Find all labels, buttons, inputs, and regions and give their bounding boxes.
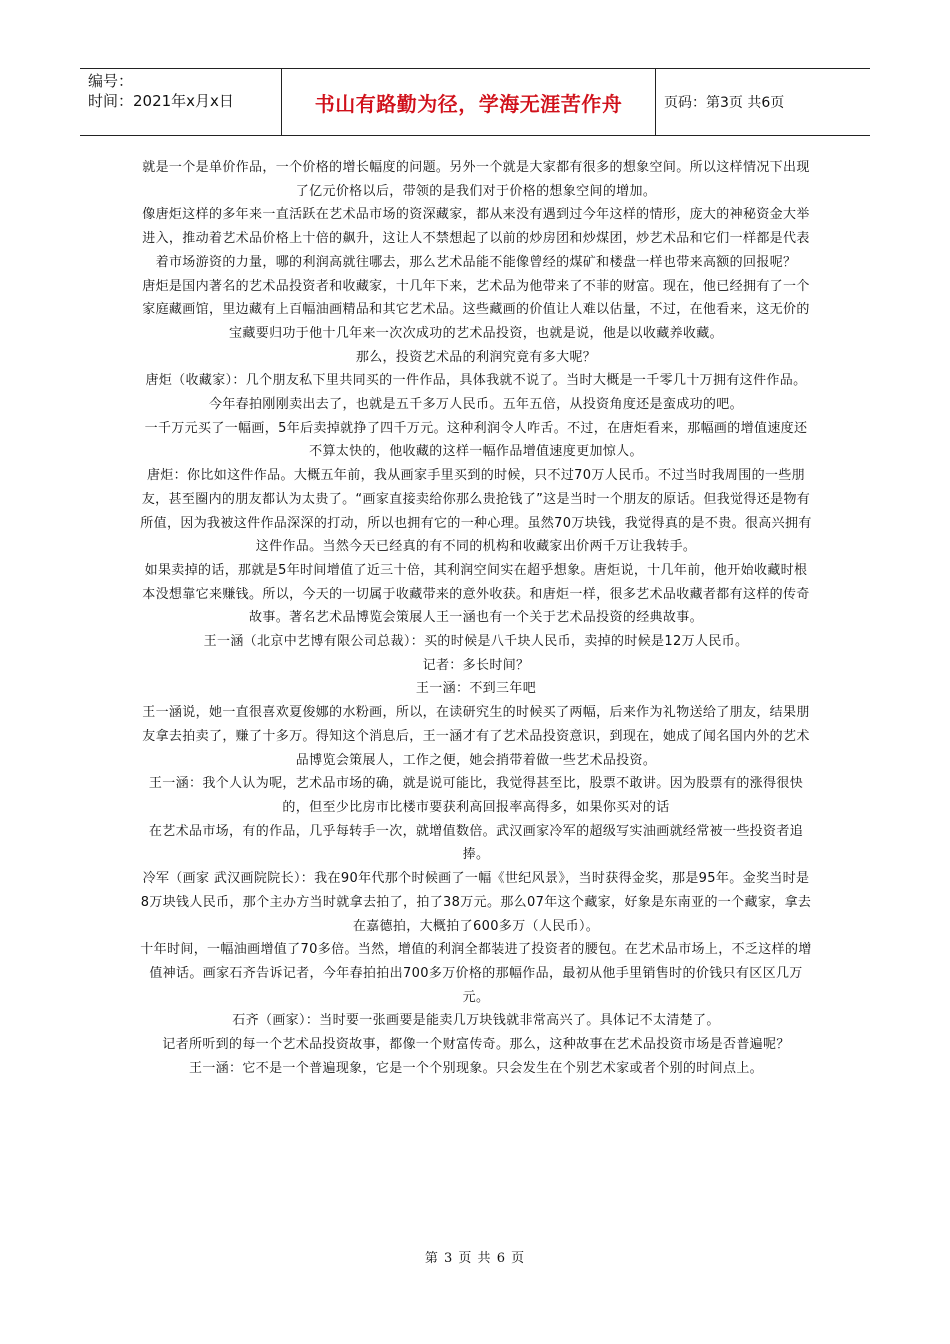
paragraph: 王一涵说，她一直很喜欢夏俊娜的水粉画，所以，在读研究生的时候买了两幅，后来作为礼物送给了朋友，结果朋友拿去拍卖了，赚了十多万。得知这个消息后，王一涵才有了艺术品投资意识，到现在，她成了闻名国内外的艺术品博览会策展人，工作之便，她会捎带着做一些艺术品投资。 [142, 705, 810, 768]
paragraph: 十年时间，一幅油画增值了70多倍。当然，增值的利润全都装进了投资者的腰包。在艺术品市场上，不乏这样的增值神话。画家石齐告诉记者，今年春拍拍出700多万价格的那幅作品，最初从他手里销售时的价钱只有区区几万元。 [140, 942, 812, 1005]
page-footer: 第 3 页 共 6 页 [424, 1251, 526, 1266]
paragraph: 石齐（画家）：当时要一张画要是能卖几万块钱就非常高兴了。具体记不太清楚了。 [232, 1013, 720, 1029]
paragraph: 冷军（画家 武汉画院院长）：我在90年代那个时候画了一幅《世纪风景》，当时获得金奖，那是95年。金奖当时是8万块钱人民币，那个主办方当时就拿去拍了，拍了38万元。那么07年这个藏家，好象是东南亚的一个藏家，拿去在嘉德拍，大概拍了600多万（人民币）。 [140, 871, 812, 934]
paragraph: 在艺术品市场，有的作品，几乎每转手一次，就增值数倍。武汉画家冷军的超级写实油画就经常被一些投资者追捧。 [148, 823, 804, 863]
paragraph: 王一涵（北京中艺博有限公司总裁）：买的时候是八千块人民币，卖掉的时候是12万人民币。 [203, 634, 749, 650]
header-motto: 书山有路勤为径，学海无涯苦作舟 [282, 69, 656, 135]
paragraph: 就是一个是单价作品，一个价格的增长幅度的问题。另外一个就是大家都有很多的想象空间。所以这样情况下出现了亿元价格以后，带领的是我们对于价格的想象空间的增加。 [142, 160, 810, 199]
article-body [140, 156, 812, 1080]
paragraph: 唐炬：你比如这件作品。大概五年前，我从画家手里买到的时候，只不过70万人民币。不过当时我周围的一些朋友，甚至圈内的朋友都认为太贵了。“画家直接卖给你那么贵抢钱了”这是当时一个朋友的原话。但我觉得还是物有所值，因为我被这件作品深深的打动，所以也拥有它的一种心理。虽然70万块钱，我觉得真的是不贵。很高兴拥有这件作品。当然今天已经真的有不同的机构和收藏家出价两千万让我转手。 [140, 468, 812, 555]
header-info [80, 69, 282, 135]
paragraph: 那么，投资艺术品的利润究竟有多大呢？ [355, 349, 597, 365]
paragraph: 王一涵：我个人认为呢，艺术品市场的确，就是说可能比，我觉得甚至比，股票不敢讲。因为股票有的涨得很快的，但至少比房市比楼市要获利高回报率高得多，如果你买对的话 [148, 776, 804, 815]
header-page-number: 页码：第3页 共6页 [664, 95, 785, 111]
paragraph: 记者：多长时间？ [422, 657, 530, 673]
paragraph: 记者所听到的每一个艺术品投资故事，都像一个财富传奇。那么，这种故事在艺术品投资市场是否普遍呢？ [162, 1037, 790, 1053]
paragraph: 像唐炬这样的多年来一直活跃在艺术品市场的资深藏家，都从来没有遇到过今年这样的情形，庞大的神秘资金大举进入，推动着艺术品价格上十倍的飙升，这让人不禁想起了以前的炒房团和炒煤团，炒艺术品和它们一样都是代表着市场游资的力量，哪的利润高就往哪去，那么艺术品能不能像曾经的煤矿和楼盘一样也带来高额的回报呢？ [142, 207, 810, 270]
page-header [80, 68, 870, 136]
document-number-label: 编号： [88, 72, 134, 90]
paragraph: 王一涵：不到三年吧 [415, 681, 537, 697]
document-date: 时间：2021年x月x日 [88, 92, 234, 110]
paragraph: 王一涵：它不是一个普遍现象，它是一个个别现象。只会发生在个别艺术家或者个别的时间点上。 [188, 1060, 764, 1076]
paragraph: 一千万元买了一幅画，5年后卖掉就挣了四千万元。这种利润令人咋舌。不过，在唐炬看来，那幅画的增值速度还不算太快的，他收藏的这样一幅作品增值速度更加惊人。 [144, 420, 808, 460]
paragraph: 唐炬是国内著名的艺术品投资者和收藏家，十几年下来，艺术品为他带来了不菲的财富。现在，他已经拥有了一个家庭藏画馆，里边藏有上百幅油画精品和其它艺术品。这些藏画的价值让人难以估量，不过，在他看来，这无价的宝藏要归功于他十几年来一次次成功的艺术品投资，也就是说，他是以收藏养收藏。 [142, 278, 810, 341]
paragraph: 如果卖掉的话，那就是5年时间增值了近三十倍，其利润空间实在超乎想象。唐炬说，十几年前，他开始收藏时根本没想靠它来赚钱。所以，今天的一切属于收藏带来的意外收获。和唐炬一样，很多艺术品收藏者都有这样的传奇故事。著名艺术品博览会策展人王一涵也有一个关于艺术品投资的经典故事。 [142, 562, 810, 626]
paragraph: 唐炬（收藏家）：几个朋友私下里共同买的一件作品，具体我就不说了。当时大概是一千零几十万拥有这件作品。今年春拍刚刚卖出去了，也就是五千多万人民币。五年五倍，从投资角度还是蛮成功的吧。 [145, 373, 807, 413]
